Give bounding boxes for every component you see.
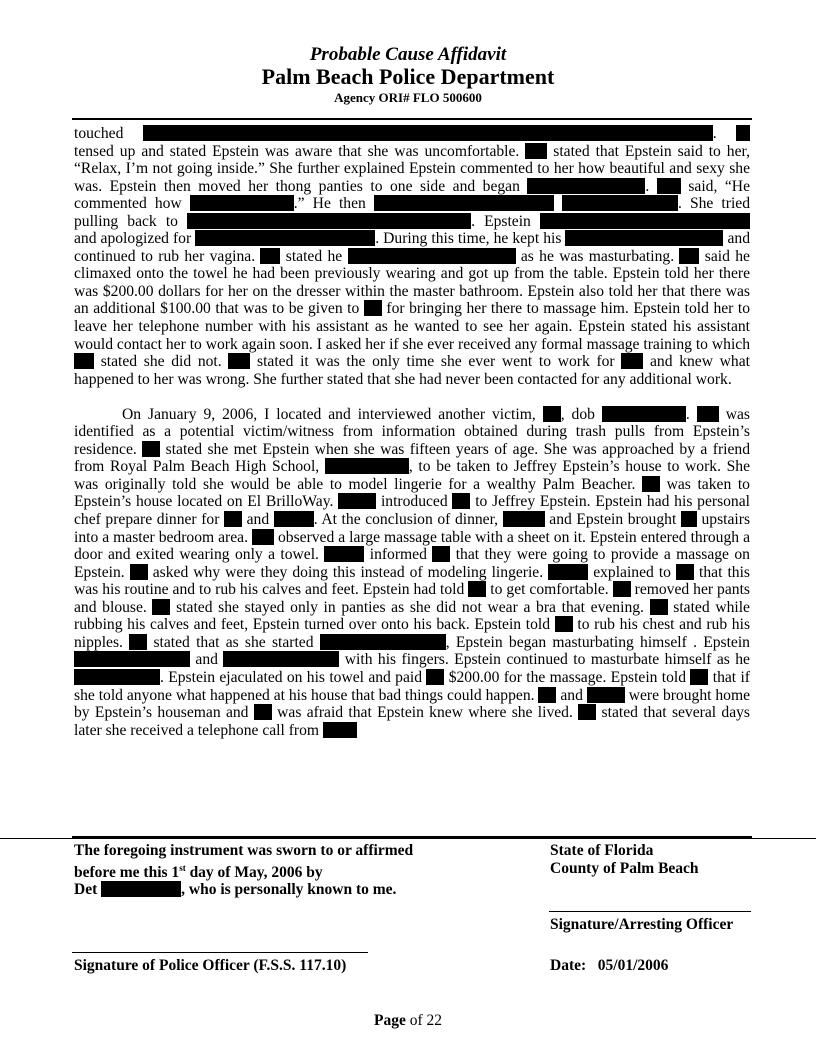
text-span: .” He then [293, 195, 366, 213]
redaction-block [527, 178, 645, 194]
redaction-block [274, 511, 314, 527]
text-span: touched [74, 125, 124, 142]
officer-signature-line [549, 911, 751, 912]
text-span: and [560, 686, 583, 704]
text-span: introduced [380, 493, 448, 511]
redaction-block [681, 511, 697, 527]
redaction-block [697, 406, 719, 422]
redaction-block [538, 687, 556, 703]
police-signature-label: Signature of Police Officer (F.S.S. 117.10) [74, 957, 347, 974]
page-number [0, 1012, 816, 1030]
text-span: tensed up and stated Epstein was aware that she was uncomfortable. [74, 142, 520, 160]
redaction-block [565, 230, 723, 246]
police-signature-line [72, 952, 368, 953]
sworn-month-text: day of May, 2006 by [185, 863, 323, 881]
jurisdiction [550, 842, 699, 877]
text-span: explained to [593, 563, 671, 581]
redaction-block [543, 406, 561, 422]
redaction-block [690, 669, 708, 685]
text-span: and knew what happened to her was wrong. She further stated that she had never been contacted for any additional work. [74, 353, 750, 388]
redaction-block [338, 493, 376, 509]
text-span: and continued to rub her vagina. [74, 230, 751, 265]
page-total: of 22 [409, 1012, 443, 1029]
text-span: , to be taken to Jeffrey Epstein’s house to work. She was originally told she would be able to model lingerie for a wealthy Palm Beacher. [74, 458, 750, 493]
paragraph-2 [74, 406, 750, 739]
redaction-block [525, 143, 547, 159]
redaction-block [324, 546, 364, 562]
redaction-block [657, 178, 681, 194]
text-span: and [195, 651, 218, 669]
text-span: stated she stayed only in panties as she did not wear a bra that evening. [176, 598, 644, 616]
header-divider [72, 118, 752, 120]
text-span: stated he [285, 247, 343, 265]
redaction-block [540, 213, 750, 229]
redaction-block [224, 511, 242, 527]
text-span: as he was masturbating. [520, 247, 675, 265]
redaction-block [74, 651, 190, 667]
text-span: $200.00 for the massage. Epstein told [448, 668, 687, 686]
text-span: for bringing her there to massage him. Epstein told her to leave her telephone number with his assistant as he wanted to see her again. Epstein stated his assistant would contact her to work again soon. I asked her if she ever received any formal massage training to which [74, 300, 751, 353]
redaction-block [320, 634, 446, 650]
text-span: informed [369, 546, 427, 564]
redaction-block [101, 881, 181, 897]
text-span: On January 9, 2006, I located and interviewed another victim, [122, 405, 536, 423]
text-span: to get comfortable. [490, 581, 609, 599]
text-span: stated that as she started [153, 633, 314, 651]
redaction-block [152, 599, 170, 615]
redaction-block [602, 406, 686, 422]
redaction-block [642, 476, 660, 492]
text-span: stated that several days later she received a telephone call from [74, 704, 750, 739]
text-span: . Epstein ejaculated on his towel and paid [160, 668, 423, 686]
text-span: stated she did not. [100, 353, 222, 371]
redaction-block [142, 441, 160, 457]
detective-label: Det [74, 881, 98, 899]
redaction-block [676, 564, 694, 580]
paragraph-1 [74, 125, 750, 388]
redaction-block [74, 669, 160, 685]
redaction-block [374, 195, 554, 211]
redaction-block [143, 125, 713, 141]
text-span: that they were going to provide a massage on Epstein. [74, 546, 750, 581]
redaction-block [228, 353, 250, 369]
text-span: . [712, 125, 717, 142]
redaction-block [187, 213, 471, 229]
redaction-block [736, 125, 750, 141]
text-span: to rub his chest and rub his nipples. [74, 616, 751, 651]
redaction-block [621, 353, 643, 369]
text-span: stated that Epstein said to her, “Relax, I’m not going inside.” She further explained Epstein commented to her how beautiful and sexy she was. Epstein then moved her thong panties to one side and began [74, 142, 750, 195]
text-span: upstairs into a master bedroom area. [74, 511, 751, 546]
affidavit-body [74, 125, 750, 739]
text-span: and [246, 511, 270, 529]
redaction-block [562, 195, 678, 211]
redaction-block [364, 300, 382, 316]
text-span: and apologized for [74, 230, 192, 248]
text-span: . Epstein [471, 212, 531, 230]
text-span: was taken to Epstein’s house located on El BrilloWay. [74, 475, 750, 511]
redaction-block [650, 599, 668, 615]
text-span: . [645, 177, 650, 195]
redaction-block [260, 248, 280, 264]
redaction-block [130, 564, 148, 580]
sworn-statement [74, 842, 413, 899]
text-span: . She tried pulling back to [74, 195, 751, 230]
redaction-block [452, 493, 470, 509]
document-title: Probable Cause Affidavit [309, 44, 507, 65]
text-span: stated she met Epstein when she was fifteen years of age. She was approached by a friend from Royal Palm Beach High School, [74, 440, 751, 476]
redaction-block [503, 511, 545, 527]
officer-signature-label: Signature/Arresting Officer [550, 916, 734, 933]
redaction-block [323, 722, 357, 738]
text-span: was identified as a potential victim/witness from information obtained during trash pulls from Epstein’s residence. [74, 405, 750, 458]
text-span: said, “He commented how [74, 177, 750, 213]
redaction-block [679, 248, 699, 264]
text-span: was afraid that Epstein knew where she lived. [277, 704, 573, 722]
redaction-block [348, 248, 516, 264]
sworn-date-text: before me this 1 [74, 863, 180, 881]
sworn-line-2 [74, 860, 413, 882]
text-span: to Jeffrey Epstein. Epstein had his personal chef prepare dinner for [74, 493, 750, 529]
date-value: 05/01/2006 [597, 957, 669, 974]
ordinal-suffix: st [179, 862, 186, 873]
redaction-block [555, 616, 573, 632]
text-span: stated it was the only time she ever went to work for [257, 353, 615, 371]
text-span: that if she told anyone what happened at his house that bad things could happen. [74, 668, 750, 704]
text-span: that this was his routine and to rub his calves and feet. Epstein had told [74, 563, 750, 599]
redaction-block [587, 687, 625, 703]
text-span: . At the conclusion of dinner, [313, 511, 499, 529]
date-label: Date: [550, 957, 587, 974]
redaction-block [74, 353, 94, 369]
redaction-block [223, 651, 339, 667]
sworn-line-3 [74, 881, 413, 899]
text-span: observed a large massage table with a sheet on it. Epstein entered through a door and exited wearing only a towel. [74, 528, 750, 564]
text-span: said he climaxed onto the towel he had been previously wearing and got up from the table. Epstein told her there was $200.00 dollars for her on the dresser within the master bathroom. Epstein also told her that there was an additional $100.00 that was to be given to [74, 247, 750, 318]
redaction-block [254, 704, 272, 720]
redaction-block [613, 581, 631, 597]
department-name: Palm Beach Police Department [261, 64, 555, 89]
state-name: State of Florida [550, 842, 654, 859]
redaction-block [190, 195, 294, 211]
text-span: asked why were they doing this instead of modeling lingerie. [152, 563, 544, 581]
agency-ori: Agency ORI# FLO 500600 [334, 90, 482, 105]
footer-divider-thin [0, 838, 816, 839]
redaction-block [325, 458, 409, 474]
text-span: , dob [560, 405, 595, 423]
redaction-block [252, 529, 274, 545]
redaction-block [468, 581, 486, 597]
redaction-block [578, 704, 596, 720]
signature-date [550, 957, 668, 975]
text-span: with his fingers. Epstein continued to masturbate himself as he [344, 651, 750, 669]
text-span: . During this time, he kept his [375, 230, 562, 248]
county-name: County of Palm Beach [550, 859, 699, 877]
text-span: . [685, 405, 690, 423]
text-span: stated while rubbing his calves and feet, Epstein turned over onto his back. Epstein told [74, 598, 750, 634]
text-span: , Epstein began masturbating himself . Epstein [445, 633, 750, 651]
sworn-line-1: The foregoing instrument was sworn to or affirmed [74, 842, 414, 859]
redaction-block [129, 634, 147, 650]
text-span: and Epstein brought [549, 511, 677, 529]
redaction-block [195, 230, 375, 246]
redaction-block [426, 669, 444, 685]
known-text: , who is personally known to me. [181, 881, 397, 899]
redaction-block [548, 564, 588, 580]
text-span: were brought home by Epstein’s houseman and [74, 686, 751, 722]
footer-divider [72, 836, 752, 838]
page-label: Page [373, 1012, 406, 1029]
redaction-block [432, 546, 450, 562]
text-span: removed her pants and blouse. [74, 581, 750, 616]
